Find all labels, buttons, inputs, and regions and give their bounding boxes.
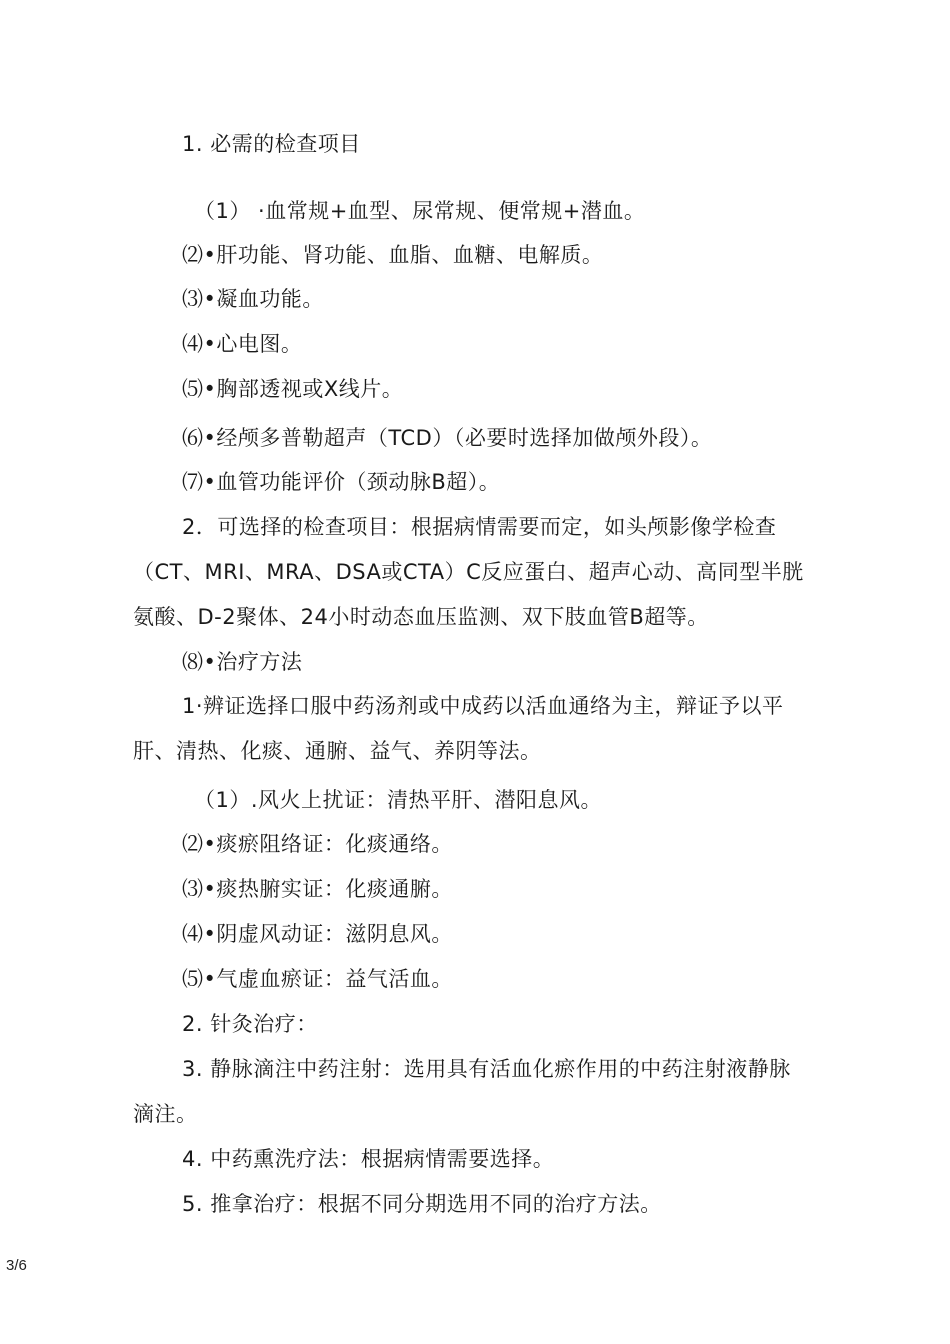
massage-item: 5. 推拿治疗：根据不同分期选用不同的治疗方法。 [182,1192,662,1216]
treatment-paragraph-line-2: 肝、清热、化痰、通腑、益气、养阴等法。 [133,739,542,763]
syndrome-item-2: ⑵•痰瘀阻络证：化痰通络。 [182,832,453,856]
syndrome-item-1: （1）.风火上扰证：清热平肝、潜阳息风。 [194,788,603,812]
fumigation-item: 4. 中药熏洗疗法：根据病情需要选择。 [182,1147,555,1171]
exam-item-5: ⑸•胸部透视或X线片。 [182,377,404,401]
optional-exams-paragraph-line-2: （CT、MRI、MRA、DSA或CTA）C反应蛋白、超声心动、高同型半胱 [133,560,804,584]
treatment-paragraph-line-1: 1·辨证选择口服中药汤剂或中成药以活血通络为主，辩证予以平 [182,694,784,718]
syndrome-item-4: ⑷•阴虚风动证：滋阴息风。 [182,922,453,946]
page-number: 3/6 [6,1257,27,1274]
acupuncture-item: 2. 针灸治疗： [182,1012,318,1036]
exam-item-7: ⑺•血管功能评价（颈动脉B超）。 [182,470,501,494]
syndrome-item-5: ⑸•气虚血瘀证：益气活血。 [182,967,453,991]
exam-item-3: ⑶•凝血功能。 [182,287,324,311]
syndrome-item-3: ⑶•痰热腑实证：化痰通腑。 [182,877,453,901]
exam-item-2: ⑵•肝功能、肾功能、血脂、血糖、电解质。 [182,243,604,267]
heading-required-exams: 1. 必需的检查项目 [182,132,361,156]
optional-exams-paragraph-line-1: 2．可选择的检查项目：根据病情需要而定，如头颅影像学检查 [182,515,777,539]
iv-injection-line-2: 滴注。 [133,1102,198,1126]
heading-treatment-methods: ⑻•治疗方法 [182,650,303,674]
exam-item-4: ⑷•心电图。 [182,332,303,356]
exam-item-6: ⑹•经颅多普勒超声（TCD）（必要时选择加做颅外段）。 [182,426,713,450]
exam-item-1: （1） ·血常规+血型、尿常规、便常规+潜血。 [194,199,646,223]
optional-exams-paragraph-line-3: 氨酸、D-2聚体、24小时动态血压监测、双下肢血管B超等。 [133,605,709,629]
iv-injection-line-1: 3. 静脉滴注中药注射：选用具有活血化瘀作用的中药注射液静脉 [182,1057,791,1081]
